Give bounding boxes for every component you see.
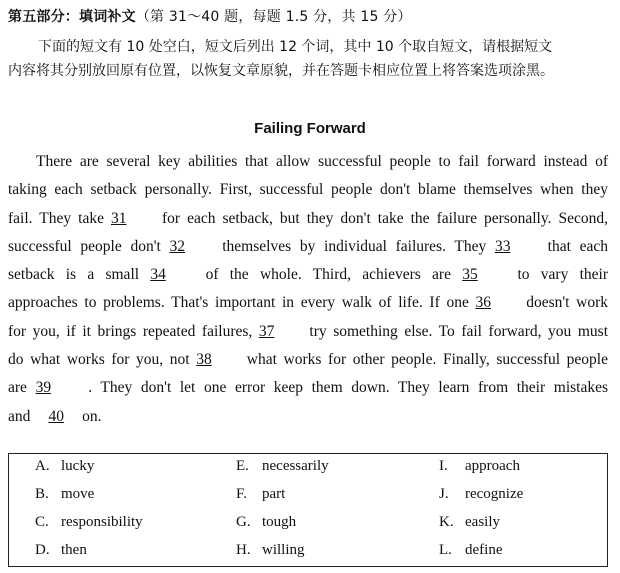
option-item [439, 486, 523, 503]
blank-39: 39 [35, 379, 52, 397]
option-word: willing [262, 542, 305, 558]
passage-text: of the whole. Third, achievers are [205, 266, 463, 284]
blank-40: 40 [48, 407, 65, 425]
option-word: then [61, 542, 87, 558]
option-item [439, 458, 520, 475]
options-box [8, 453, 608, 567]
option-letter: I. [439, 458, 448, 474]
passage-line [8, 233, 608, 261]
blank-31: 31 [110, 209, 127, 227]
passage-text: that each [547, 237, 609, 255]
passage-line [8, 176, 608, 204]
option-item [236, 514, 296, 531]
passage-line [8, 374, 608, 402]
instruction-line: 内容将其分别放回原有位置，以恢复文章原貌，并在答题卡相应位置上将答案选项涂黑。 [8, 63, 554, 79]
passage-text: successful people don't [8, 237, 170, 255]
option-item [35, 514, 143, 531]
option-word: part [262, 486, 286, 502]
option-item [236, 458, 329, 475]
blank-38: 38 [196, 351, 212, 369]
passage-line [8, 148, 608, 176]
option-letter: A. [35, 458, 50, 474]
option-item [35, 486, 94, 503]
passage-text: what works for other people. Finally, successful people [246, 351, 608, 369]
passage-text: doesn't work [526, 294, 609, 312]
option-item [439, 542, 502, 559]
option-letter: H. [236, 542, 251, 558]
section-header [8, 6, 412, 26]
option-letter: G. [236, 514, 251, 530]
passage-text: taking each setback personally. First, successful people don't blame themselves when they [8, 181, 608, 199]
passage-text: try something else. To fail forward, you must [309, 322, 609, 340]
passage-line [8, 318, 608, 346]
option-word: responsibility [61, 514, 143, 530]
option-word: define [465, 542, 503, 558]
passage-title: Failing Forward [254, 120, 366, 137]
option-letter: E. [236, 458, 249, 474]
option-word: recognize [465, 486, 524, 502]
option-letter: B. [35, 486, 49, 502]
option-word: move [61, 486, 95, 502]
blank-34: 34 [150, 266, 166, 284]
option-letter: F. [236, 486, 247, 502]
passage-line [8, 289, 608, 317]
passage-text: do what works for you, not [8, 351, 197, 369]
passage-text: to vary their [517, 266, 609, 284]
option-item [439, 514, 500, 531]
passage-line [8, 261, 608, 289]
passage-text: and [8, 407, 35, 425]
option-word: easily [465, 514, 500, 530]
passage-line [8, 205, 608, 233]
blank-35: 35 [462, 266, 478, 284]
option-letter: K. [439, 514, 454, 530]
section-detail: （第 31～40 题，每题 1.5 分，共 15 分） [135, 9, 412, 25]
option-word: approach [465, 458, 520, 474]
blank-37: 37 [258, 322, 275, 340]
blank-32: 32 [169, 237, 186, 255]
passage-text: for you, if it brings repeated failures, [8, 322, 259, 340]
passage-text: are [8, 379, 36, 397]
passage-text: There are several key abilities that allow successful people to fail forward instead of [36, 153, 608, 170]
blank-33: 33 [494, 237, 511, 255]
passage-text: on. [82, 407, 102, 425]
option-item [35, 542, 87, 559]
option-word: lucky [61, 458, 95, 474]
passage-text: themselves by individual failures. They [222, 237, 495, 255]
passage-text: . They don't let one error keep them down. They learn from their mistakes [88, 379, 609, 397]
passage-line [8, 346, 608, 374]
option-letter: J. [439, 486, 449, 502]
passage-text: approaches to problems. That's important in every walk of life. If one [8, 294, 476, 312]
option-letter: C. [35, 514, 49, 530]
option-letter: D. [35, 542, 50, 558]
option-word: necessarily [262, 458, 329, 474]
instruction-line: 下面的短文有 10 处空白，短文后列出 12 个词，其中 10 个取自短文，请根据短文 [38, 39, 553, 55]
passage-text: for each setback, but they don't take the failure personally. Second, [162, 209, 609, 227]
blank-36: 36 [475, 294, 492, 312]
option-item [236, 542, 305, 559]
instructions [8, 35, 608, 83]
passage-line [8, 403, 608, 431]
passage-text: fail. They take [8, 209, 111, 227]
passage-text: setback is a small [8, 266, 151, 284]
section-title: 第五部分：填词补文 [8, 9, 136, 25]
option-word: tough [262, 514, 297, 530]
option-item [35, 458, 94, 475]
passage [8, 148, 608, 431]
option-letter: L. [439, 542, 452, 558]
option-item [236, 486, 285, 503]
